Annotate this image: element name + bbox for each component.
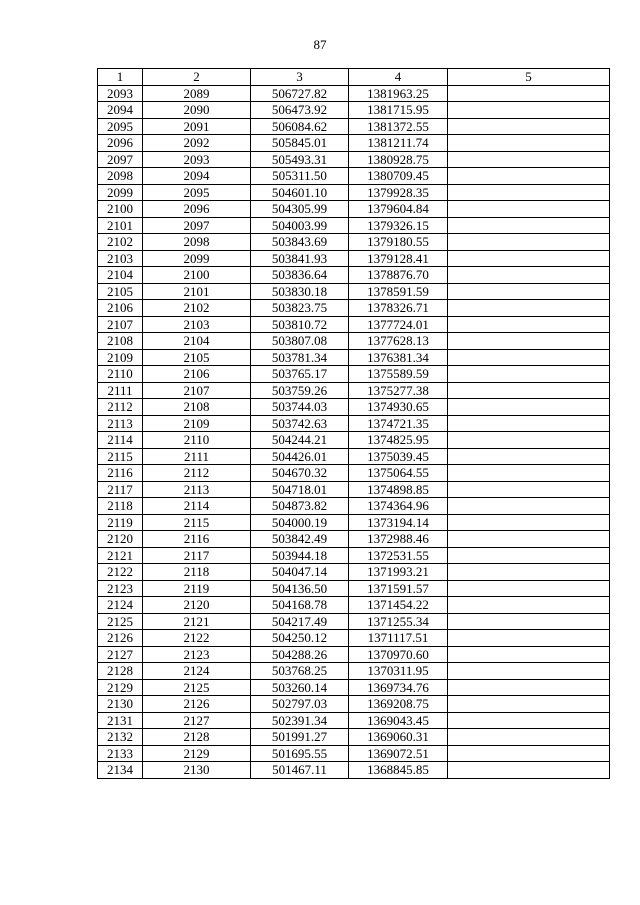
table-cell-col-5 [448, 564, 610, 581]
table-cell-col-3: 503260.14 [251, 679, 349, 696]
table-row [98, 580, 610, 597]
table-cell-col-5 [448, 399, 610, 416]
table-cell-col-4: 1378591.59 [349, 283, 448, 300]
table-cell-col-1: 2099 [98, 184, 143, 201]
table-cell-col-4: 1376381.34 [349, 349, 448, 366]
table-cell-col-2: 2126 [143, 696, 251, 713]
table-cell-col-3: 503768.25 [251, 663, 349, 680]
table-cell-col-4: 1375589.59 [349, 366, 448, 383]
table-cell-col-3: 502797.03 [251, 696, 349, 713]
table-cell-col-1: 2130 [98, 696, 143, 713]
table-cell-col-5 [448, 234, 610, 251]
table-cell-col-1: 2094 [98, 102, 143, 119]
table-row [98, 349, 610, 366]
table-cell-col-3: 504003.99 [251, 217, 349, 234]
table-row [98, 498, 610, 515]
table-cell-col-5 [448, 696, 610, 713]
table-cell-col-1: 2118 [98, 498, 143, 515]
table-cell-col-5 [448, 481, 610, 498]
table-cell-col-3: 503810.72 [251, 316, 349, 333]
table-row [98, 762, 610, 779]
table-cell-col-4: 1380928.75 [349, 151, 448, 168]
table-cell-col-4: 1379604.84 [349, 201, 448, 218]
table-cell-col-1: 2102 [98, 234, 143, 251]
table-cell-col-4: 1380709.45 [349, 168, 448, 185]
table-cell-col-2: 2129 [143, 745, 251, 762]
table-row [98, 184, 610, 201]
table-cell-col-2: 2114 [143, 498, 251, 515]
column-header-2: 2 [143, 69, 251, 86]
table-cell-col-5 [448, 316, 610, 333]
table-cell-col-2: 2123 [143, 646, 251, 663]
table-cell-col-5 [448, 613, 610, 630]
table-cell-col-5 [448, 102, 610, 119]
table-cell-col-1: 2096 [98, 135, 143, 152]
page-number: 87 [313, 37, 327, 52]
table-cell-col-3: 504718.01 [251, 481, 349, 498]
table-row [98, 663, 610, 680]
table-cell-col-2: 2111 [143, 448, 251, 465]
table-cell-col-5 [448, 448, 610, 465]
table-cell-col-4: 1379128.41 [349, 250, 448, 267]
table-cell-col-3: 504244.21 [251, 432, 349, 449]
table-cell-col-5 [448, 366, 610, 383]
table-cell-col-5 [448, 646, 610, 663]
table-cell-col-5 [448, 745, 610, 762]
table-cell-col-1: 2121 [98, 547, 143, 564]
table-cell-col-1: 2132 [98, 729, 143, 746]
table-cell-col-1: 2105 [98, 283, 143, 300]
table-body [98, 85, 610, 778]
table-row [98, 250, 610, 267]
table-cell-col-3: 503807.08 [251, 333, 349, 350]
table-cell-col-3: 503843.69 [251, 234, 349, 251]
table-row [98, 712, 610, 729]
table-row [98, 234, 610, 251]
table-cell-col-2: 2108 [143, 399, 251, 416]
table-cell-col-3: 501695.55 [251, 745, 349, 762]
table-row [98, 217, 610, 234]
column-header-1: 1 [98, 69, 143, 86]
table-cell-col-3: 504601.10 [251, 184, 349, 201]
table-cell-col-5 [448, 168, 610, 185]
table-cell-col-2: 2102 [143, 300, 251, 317]
table-cell-col-3: 504217.49 [251, 613, 349, 630]
table-row [98, 399, 610, 416]
table-cell-col-2: 2106 [143, 366, 251, 383]
table-row [98, 366, 610, 383]
table-row [98, 613, 610, 630]
table-cell-col-4: 1381963.25 [349, 85, 448, 102]
table-row [98, 630, 610, 647]
table-cell-col-2: 2119 [143, 580, 251, 597]
table-cell-col-4: 1379326.15 [349, 217, 448, 234]
table-row [98, 135, 610, 152]
table-cell-col-1: 2112 [98, 399, 143, 416]
table-cell-col-2: 2122 [143, 630, 251, 647]
table-cell-col-3: 503781.34 [251, 349, 349, 366]
table-cell-col-4: 1370970.60 [349, 646, 448, 663]
table-row [98, 333, 610, 350]
table-cell-col-1: 2110 [98, 366, 143, 383]
table-cell-col-2: 2090 [143, 102, 251, 119]
table-cell-col-3: 503841.93 [251, 250, 349, 267]
table-cell-col-3: 506084.62 [251, 118, 349, 135]
table-cell-col-5 [448, 580, 610, 597]
table-row [98, 151, 610, 168]
table-cell-col-1: 2108 [98, 333, 143, 350]
table-cell-col-4: 1368845.85 [349, 762, 448, 779]
table-row [98, 696, 610, 713]
table-cell-col-4: 1369734.76 [349, 679, 448, 696]
table-cell-col-1: 2119 [98, 514, 143, 531]
table-cell-col-2: 2120 [143, 597, 251, 614]
table-cell-col-5 [448, 415, 610, 432]
table-cell-col-1: 2117 [98, 481, 143, 498]
table-cell-col-3: 501991.27 [251, 729, 349, 746]
table-cell-col-2: 2110 [143, 432, 251, 449]
table-cell-col-1: 2125 [98, 613, 143, 630]
table-cell-col-4: 1369043.45 [349, 712, 448, 729]
table-cell-col-2: 2115 [143, 514, 251, 531]
table-cell-col-1: 2126 [98, 630, 143, 647]
table-cell-col-5 [448, 250, 610, 267]
table-cell-col-4: 1369072.51 [349, 745, 448, 762]
table-cell-col-2: 2107 [143, 382, 251, 399]
table-cell-col-4: 1374898.85 [349, 481, 448, 498]
table-row [98, 102, 610, 119]
table-cell-col-4: 1377724.01 [349, 316, 448, 333]
table-cell-col-3: 503823.75 [251, 300, 349, 317]
table-row [98, 564, 610, 581]
table-row [98, 448, 610, 465]
table-cell-col-2: 2117 [143, 547, 251, 564]
table-cell-col-2: 2112 [143, 465, 251, 482]
table-cell-col-1: 2104 [98, 267, 143, 284]
table-cell-col-1: 2111 [98, 382, 143, 399]
coordinates-table [97, 68, 610, 779]
table-cell-col-1: 2116 [98, 465, 143, 482]
table-row [98, 168, 610, 185]
table-cell-col-5 [448, 498, 610, 515]
table-cell-col-2: 2125 [143, 679, 251, 696]
table-cell-col-5 [448, 547, 610, 564]
table-cell-col-5 [448, 184, 610, 201]
table-cell-col-5 [448, 201, 610, 218]
header-row [98, 69, 610, 86]
table-cell-col-1: 2127 [98, 646, 143, 663]
table-cell-col-4: 1374825.95 [349, 432, 448, 449]
table-cell-col-2: 2128 [143, 729, 251, 746]
table-cell-col-2: 2096 [143, 201, 251, 218]
table-cell-col-2: 2091 [143, 118, 251, 135]
table-cell-col-5 [448, 679, 610, 696]
table-cell-col-2: 2127 [143, 712, 251, 729]
table-row [98, 679, 610, 696]
table-cell-col-4: 1381715.95 [349, 102, 448, 119]
table-cell-col-3: 504000.19 [251, 514, 349, 531]
table-cell-col-3: 503830.18 [251, 283, 349, 300]
table-row [98, 300, 610, 317]
table-cell-col-4: 1378326.71 [349, 300, 448, 317]
table-cell-col-5 [448, 135, 610, 152]
table-cell-col-1: 2100 [98, 201, 143, 218]
table-cell-col-1: 2123 [98, 580, 143, 597]
table-cell-col-5 [448, 531, 610, 548]
table-cell-col-3: 505311.50 [251, 168, 349, 185]
table-cell-col-3: 503836.64 [251, 267, 349, 284]
table-row [98, 267, 610, 284]
table-row [98, 481, 610, 498]
table-cell-col-1: 2106 [98, 300, 143, 317]
table-cell-col-1: 2109 [98, 349, 143, 366]
table-cell-col-3: 505493.31 [251, 151, 349, 168]
table-row [98, 745, 610, 762]
table-cell-col-5 [448, 118, 610, 135]
table-cell-col-2: 2130 [143, 762, 251, 779]
table-cell-col-2: 2124 [143, 663, 251, 680]
table-row [98, 646, 610, 663]
table-cell-col-5 [448, 712, 610, 729]
table-row [98, 547, 610, 564]
table-cell-col-5 [448, 663, 610, 680]
table-cell-col-1: 2122 [98, 564, 143, 581]
table-cell-col-3: 503842.49 [251, 531, 349, 548]
table-cell-col-3: 506473.92 [251, 102, 349, 119]
table-cell-col-1: 2114 [98, 432, 143, 449]
table-cell-col-2: 2097 [143, 217, 251, 234]
table-row [98, 432, 610, 449]
table-cell-col-5 [448, 333, 610, 350]
table-cell-col-1: 2097 [98, 151, 143, 168]
table-cell-col-4: 1381372.55 [349, 118, 448, 135]
table-cell-col-2: 2121 [143, 613, 251, 630]
table-cell-col-4: 1381211.74 [349, 135, 448, 152]
table-cell-col-1: 2124 [98, 597, 143, 614]
table-cell-col-2: 2109 [143, 415, 251, 432]
table-cell-col-4: 1371255.34 [349, 613, 448, 630]
table-cell-col-2: 2103 [143, 316, 251, 333]
table-cell-col-3: 505845.01 [251, 135, 349, 152]
table-cell-col-4: 1369060.31 [349, 729, 448, 746]
table-cell-col-3: 502391.34 [251, 712, 349, 729]
table-cell-col-2: 2104 [143, 333, 251, 350]
table-cell-col-3: 504305.99 [251, 201, 349, 218]
table-cell-col-2: 2105 [143, 349, 251, 366]
column-header-4: 4 [349, 69, 448, 86]
table-cell-col-2: 2113 [143, 481, 251, 498]
table-row [98, 118, 610, 135]
table-cell-col-3: 506727.82 [251, 85, 349, 102]
table-cell-col-5 [448, 729, 610, 746]
table-cell-col-4: 1369208.75 [349, 696, 448, 713]
table-row [98, 316, 610, 333]
table-cell-col-4: 1372988.46 [349, 531, 448, 548]
table-cell-col-5 [448, 85, 610, 102]
table-cell-col-3: 504873.82 [251, 498, 349, 515]
table-row [98, 201, 610, 218]
table-cell-col-3: 504288.26 [251, 646, 349, 663]
table-cell-col-3: 503759.26 [251, 382, 349, 399]
table-cell-col-3: 503742.63 [251, 415, 349, 432]
table-cell-col-1: 2113 [98, 415, 143, 432]
table-cell-col-3: 501467.11 [251, 762, 349, 779]
table-cell-col-4: 1374364.96 [349, 498, 448, 515]
table-row [98, 531, 610, 548]
table-cell-col-1: 2095 [98, 118, 143, 135]
table-cell-col-1: 2107 [98, 316, 143, 333]
table-row [98, 85, 610, 102]
table-cell-col-2: 2099 [143, 250, 251, 267]
table-cell-col-1: 2115 [98, 448, 143, 465]
table-cell-col-2: 2100 [143, 267, 251, 284]
table-cell-col-2: 2118 [143, 564, 251, 581]
table-cell-col-4: 1371454.22 [349, 597, 448, 614]
table-cell-col-3: 503744.03 [251, 399, 349, 416]
table-cell-col-5 [448, 267, 610, 284]
table-cell-col-1: 2101 [98, 217, 143, 234]
table-cell-col-2: 2093 [143, 151, 251, 168]
table-cell-col-5 [448, 217, 610, 234]
table-cell-col-1: 2098 [98, 168, 143, 185]
table-cell-col-4: 1372531.55 [349, 547, 448, 564]
table-cell-col-2: 2098 [143, 234, 251, 251]
table-row [98, 514, 610, 531]
table-cell-col-4: 1377628.13 [349, 333, 448, 350]
table-cell-col-5 [448, 630, 610, 647]
table-cell-col-2: 2095 [143, 184, 251, 201]
table-cell-col-4: 1375064.55 [349, 465, 448, 482]
table-cell-col-3: 504426.01 [251, 448, 349, 465]
table-row [98, 465, 610, 482]
table-cell-col-5 [448, 432, 610, 449]
table-cell-col-4: 1379180.55 [349, 234, 448, 251]
table-cell-col-5 [448, 465, 610, 482]
table-cell-col-5 [448, 283, 610, 300]
table-cell-col-2: 2116 [143, 531, 251, 548]
table-cell-col-1: 2103 [98, 250, 143, 267]
table-row [98, 415, 610, 432]
table-cell-col-5 [448, 151, 610, 168]
table-cell-col-5 [448, 597, 610, 614]
table-cell-col-1: 2134 [98, 762, 143, 779]
table-cell-col-4: 1374930.65 [349, 399, 448, 416]
table-row [98, 283, 610, 300]
table-cell-col-1: 2120 [98, 531, 143, 548]
table-cell-col-4: 1375039.45 [349, 448, 448, 465]
table-cell-col-3: 503765.17 [251, 366, 349, 383]
table-cell-col-5 [448, 762, 610, 779]
table-cell-col-4: 1378876.70 [349, 267, 448, 284]
table-row [98, 729, 610, 746]
table-cell-col-1: 2133 [98, 745, 143, 762]
table-cell-col-4: 1373194.14 [349, 514, 448, 531]
table-cell-col-5 [448, 349, 610, 366]
table-cell-col-3: 504136.50 [251, 580, 349, 597]
table-cell-col-4: 1379928.35 [349, 184, 448, 201]
table-cell-col-3: 504168.78 [251, 597, 349, 614]
table-cell-col-3: 504670.32 [251, 465, 349, 482]
table-cell-col-3: 504250.12 [251, 630, 349, 647]
table-row [98, 382, 610, 399]
table-cell-col-1: 2129 [98, 679, 143, 696]
table-cell-col-4: 1375277.38 [349, 382, 448, 399]
table-cell-col-3: 503944.18 [251, 547, 349, 564]
column-header-5: 5 [448, 69, 610, 86]
table-cell-col-4: 1371993.21 [349, 564, 448, 581]
table-cell-col-5 [448, 514, 610, 531]
table-cell-col-4: 1374721.35 [349, 415, 448, 432]
table-cell-col-2: 2092 [143, 135, 251, 152]
table-cell-col-2: 2089 [143, 85, 251, 102]
table-cell-col-5 [448, 382, 610, 399]
table-cell-col-2: 2101 [143, 283, 251, 300]
table-row [98, 597, 610, 614]
column-header-3: 3 [251, 69, 349, 86]
table-cell-col-4: 1371591.57 [349, 580, 448, 597]
table-cell-col-1: 2093 [98, 85, 143, 102]
table-cell-col-3: 504047.14 [251, 564, 349, 581]
table-cell-col-4: 1370311.95 [349, 663, 448, 680]
table-cell-col-4: 1371117.51 [349, 630, 448, 647]
table-cell-col-1: 2128 [98, 663, 143, 680]
table-cell-col-5 [448, 300, 610, 317]
table-cell-col-1: 2131 [98, 712, 143, 729]
table-cell-col-2: 2094 [143, 168, 251, 185]
